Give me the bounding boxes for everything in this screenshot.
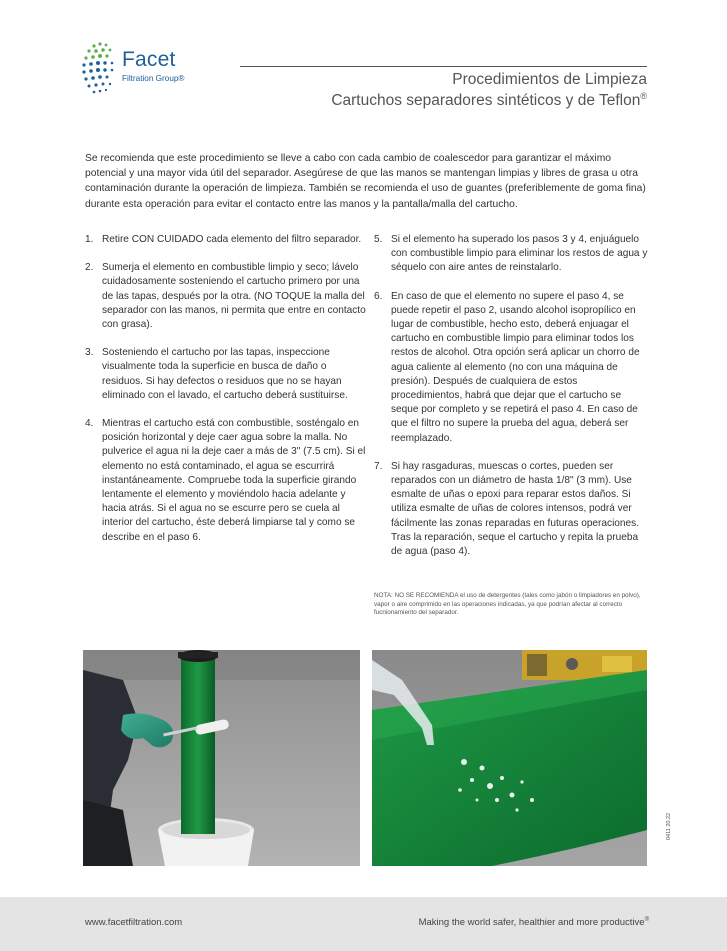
header-rule bbox=[240, 66, 647, 67]
footer-tagline: Making the world safer, healthier and more productive® bbox=[418, 917, 649, 929]
steps-left-column bbox=[85, 233, 370, 559]
water-test-photo bbox=[372, 650, 647, 866]
intro-paragraph: Se recomienda que este procedimiento se lleve a cabo con cada cambio de coalescedor para garantizar el máximo potencial y una mayor vida útil del separador. Asegúrese de que las manos se mantengan limpias y libres de grasa u otra contaminación durante la operación de limpieza. También se recomienda el uso de guantes (preferiblemente de goma fina) durante esta operación para evitar el contacto entre las manos y la pantalla/malla del cartucho. bbox=[85, 153, 646, 210]
step-item: 6. En caso de que el elemento no supere el paso 4, se puede repetir el paso 2, usando alcohol isopropílico en lugar de combustible, hecho esto, deberá enjuagar el cartucho en combustible limpio para eliminar todos los restos de alcohol. Otra opción será aplicar un chorro de agua caliente al elemento (no con una máquina de presión). Después de cualquiera de estos procedimientos, habrá que dejar que el cartucho se seque por completo y se repetirá el paso 4. En caso de que el filtro no supere la prueba del agua, deberá ser reemplazado. bbox=[374, 290, 640, 444]
cartridge-inspection-photo bbox=[83, 650, 360, 866]
step-item: 3. Sosteniendo el cartucho por las tapas, inspeccione visualmente toda la superficie en busca de daño o residuos. Si hay defectos o residuos que no se hayan eliminado con el lavado, el cartucho deberá sustituirse. bbox=[85, 347, 348, 401]
brand-subtitle: Filtration Group® bbox=[122, 74, 185, 83]
facet-dot-globe-icon bbox=[80, 38, 120, 100]
step-item: 1. Retire CON CUIDADO cada elemento del filtro separador. bbox=[85, 234, 362, 245]
page-title: Procedimientos de Limpieza bbox=[452, 71, 647, 88]
document-code: 0411 20.22 bbox=[666, 812, 672, 840]
facet-logo bbox=[80, 38, 230, 104]
brand-name: Facet bbox=[122, 48, 176, 71]
website-link[interactable]: www.facetfiltration.com bbox=[85, 917, 183, 928]
note-text: NOTA: NO SE RECOMIENDA el uso de detergentes (tales como jabón o limpiadores en polvo), vapor o aire comprimido en las operaciones indicadas, ya que podrían afectar al correcto fucnionamiento del separador. bbox=[374, 592, 641, 617]
step-item: 5. Si el elemento ha superado los pasos 3 y 4, enjuáguelo con combustible limpio para eliminar los restos de agua y séquelo con aire antes de reinstalarlo. bbox=[374, 234, 648, 274]
page-subtitle: Cartuchos separadores sintéticos y de Teflon® bbox=[331, 91, 647, 110]
step-item: 7. Si hay rasgaduras, muescas o cortes, pueden ser reparados con un diámetro de hasta 1/8" (3 mm). Use esmalte de uñas o epoxi para reparar estos daños. Si utiliza esmalte de uñas de colores intensos, podrá ver fácilmente las zonas reparadas en futuras operaciones. Tras la reparación, seque el cartucho y repita la prueba de agua (paso 4). bbox=[374, 460, 640, 558]
steps-right-column bbox=[374, 233, 650, 573]
step-item: 2. Sumerja el elemento en combustible limpio y seco; lávelo cuidadosamente sosteniendo el cartucho primero por una de las tapas, después por la otra. (NO TOQUE la malla del separador con las manos, ni permita que entre en contacto con grasa). bbox=[85, 262, 366, 331]
step-item: 4. Mientras el cartucho está con combustible, sosténgalo en posición horizontal y deje caer agua sobre la malla. No pulverice el agua ni la deje caer a más de 3" (7.5 cm). Si el elemento no está contaminado, el agua se escurrirá instantáneamente. Compruebe toda la superficie girando lentamente el elemento y moviéndolo hacia adelante y hacia atrás. Si el agua no se escurre pero se cuela al interior del cartucho, éste deberá limpiarse tal y como se describe en el paso 6. bbox=[85, 418, 366, 543]
page-footer bbox=[0, 897, 727, 951]
